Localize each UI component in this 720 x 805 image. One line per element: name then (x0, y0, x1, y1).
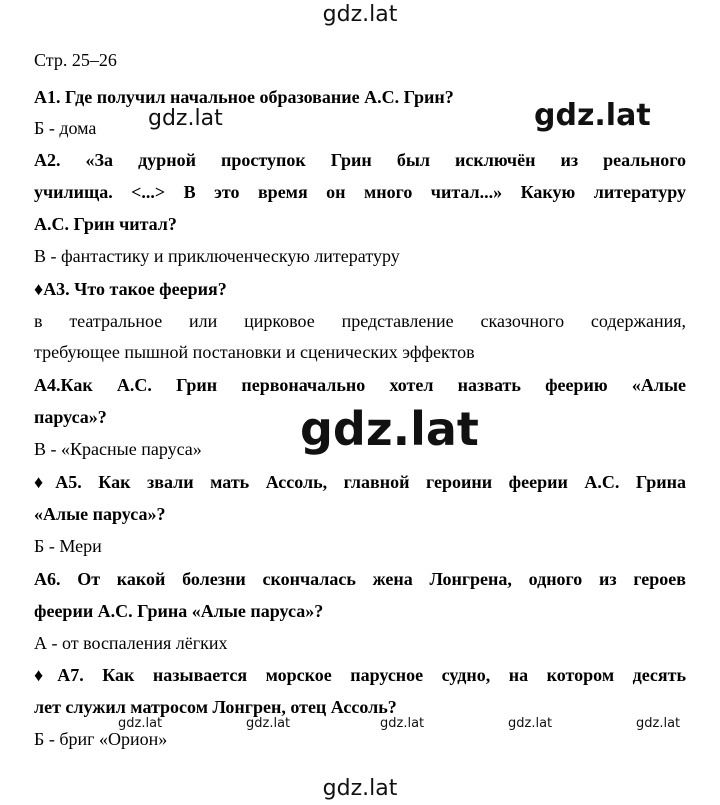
watermark-medium: gdz.lat (148, 106, 223, 131)
diamond-marker-icon: ♦ (34, 279, 44, 299)
watermark-center: gdz.lat (300, 402, 479, 456)
page-reference: Стр. 25–26 (34, 50, 117, 70)
question-a6-line-2: феерии А.С. Грина «Алые паруса»? (34, 601, 324, 621)
answer-a1: Б - дома (34, 118, 97, 138)
answer-a2: В - фантастику и приключенческую литературу (34, 246, 400, 266)
question-a4-line-1: А4.Как А.С. Грин первоначально хотел назвать феерию «Алые (34, 375, 686, 395)
question-a1: А1. Где получил начальное образование А.С. Грин? (34, 87, 454, 107)
question-a2-line-3: А.С. Грин читал? (34, 214, 177, 234)
question-a5-line-2: «Алые паруса»? (34, 504, 166, 524)
answer-a4: В - «Красные паруса» (34, 439, 202, 459)
question-a6-line-1: А6. От какой болезни скончалась жена Лонгрена, одного из героев (34, 569, 686, 589)
question-a4-line-2: паруса»? (34, 407, 107, 427)
question-a2-line-1: А2. «За дурной проступок Грин был исключён из реального (34, 150, 686, 170)
diamond-marker-icon: ♦ (34, 665, 58, 685)
diamond-marker-icon: ♦ (34, 472, 56, 492)
question-a3: ♦А3. Что такое феерия? (34, 279, 227, 299)
question-a5-line-1: ♦А5. Как звали мать Ассоль, главной героини феерии А.С. Грина (34, 472, 686, 492)
answer-a3-line-2: требующее пышной постановки и сценических эффектов (34, 342, 475, 362)
answer-a7: Б - бриг «Орион» (34, 729, 168, 749)
watermark-small: gdz.lat (636, 716, 681, 731)
answer-a6: А - от воспаления лёгких (34, 633, 228, 653)
watermark-small: gdz.lat (246, 716, 291, 731)
question-a7-line-1: ♦А7. Как называется морское парусное судно, на котором десять (34, 665, 686, 685)
answer-a5: Б - Мери (34, 536, 102, 556)
watermark-small: gdz.lat (118, 716, 163, 731)
watermark-top: gdz.lat (322, 2, 398, 27)
watermark-small: gdz.lat (380, 716, 425, 731)
watermark-small: gdz.lat (508, 716, 553, 731)
watermark-bold-right: gdz.lat (534, 98, 657, 133)
watermark-bottom: gdz.lat (322, 776, 398, 801)
answer-a3-line-1: в театральное или цирковое представление сказочного содержания, (34, 311, 686, 331)
question-a7-line-2: лет служил матросом Лонгрен, отец Ассоль? (34, 697, 397, 717)
question-a2-line-2: училища. <...> В это время он много читал...» Какую литературу (34, 182, 686, 202)
